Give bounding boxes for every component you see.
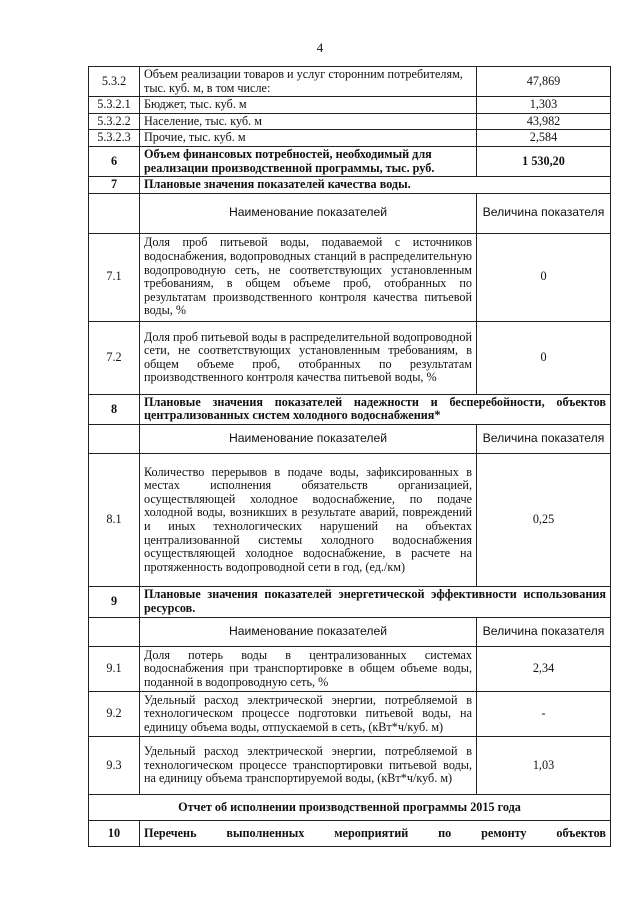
- section-title: Плановые значения показателей качества воды.: [140, 177, 611, 194]
- column-header-name: Наименование показателей: [140, 424, 477, 453]
- column-header-row: [89, 424, 611, 453]
- column-header-value: Величина показателя: [477, 617, 611, 646]
- table-row: [89, 691, 611, 736]
- column-header-name: Наименование показателей: [140, 193, 477, 233]
- production-program-table: [88, 66, 611, 847]
- row-number: 6: [89, 146, 140, 176]
- row-label: Доля потерь воды в централизованных системах водоснабжения при транспортировке в общем объеме воды, поданной в водопроводную сеть, %: [140, 646, 477, 691]
- empty-cell: [89, 193, 140, 233]
- row-number: 5.3.2: [89, 67, 140, 97]
- table-row: [89, 97, 611, 114]
- row-value: 0: [477, 233, 611, 321]
- section-number: 9: [89, 586, 140, 617]
- table-row: [89, 646, 611, 691]
- row-label: Количество перерывов в подаче воды, зафиксированных в местах исполнения обязательств организацией, осуществляющей холодное водоснабжение, по подаче холодной воды, возникших в результате аварий, повреждений и иных технологических нарушений на объектах централизованной системы холодного водоснабжения осуществляющей холодное водоснабжение, в расчете на протяженность водопроводной сети в год, (ед./км): [140, 453, 477, 586]
- section-number: 10: [89, 820, 140, 846]
- report-title: Отчет об исполнении производственной программы 2015 года: [89, 794, 611, 820]
- section-number: 7: [89, 177, 140, 194]
- row-value: 2,34: [477, 646, 611, 691]
- row-value: 2,584: [477, 130, 611, 147]
- row-number: 5.3.2.3: [89, 130, 140, 147]
- report-heading-row: [89, 794, 611, 820]
- page-number: 4: [316, 40, 324, 55]
- row-number: 9.1: [89, 646, 140, 691]
- row-number: 5.3.2.2: [89, 113, 140, 130]
- row-label: Удельный расход электрической энергии, потребляемой в технологическом процессе подготовки питьевой воды, на единицу объема воды, отпускаемой в сеть, (кВт*ч/куб. м): [140, 691, 477, 736]
- table-row: [89, 67, 611, 97]
- row-value: -: [477, 691, 611, 736]
- section-heading-row: [89, 820, 611, 846]
- row-label: Объем финансовых потребностей, необходимый для реализации производственной программы, тыс. руб.: [140, 146, 477, 176]
- row-number: 8.1: [89, 453, 140, 586]
- column-header-value: Величина показателя: [477, 193, 611, 233]
- table-row: [89, 321, 611, 394]
- row-number: 7.2: [89, 321, 140, 394]
- row-label: Объем реализации товаров и услуг сторонним потребителям, тыс. куб. м, в том числе:: [140, 67, 477, 97]
- row-number: 5.3.2.1: [89, 97, 140, 114]
- column-header-row: [89, 617, 611, 646]
- row-label: Удельный расход электрической энергии, потребляемой в технологическом процессе транспортировки питьевой воды, на единицу объема транспортируемой воды, (кВт*ч/куб. м): [140, 736, 477, 794]
- row-label: Доля проб питьевой воды, подаваемой с источников водоснабжения, водопроводных станций в распределительную водопроводную сеть, не соответствующих установленным требованиям, в общем объеме проб, отобранных по результатам производственного контроля качества питьевой воды, %: [140, 233, 477, 321]
- section-title: Плановые значения показателей надежности и бесперебойности, объектов централизованных систем холодного водоснабжения*: [140, 394, 611, 424]
- table-row: [89, 146, 611, 176]
- row-value: 47,869: [477, 67, 611, 97]
- row-label: Прочие, тыс. куб. м: [140, 130, 477, 147]
- section-heading-row: [89, 177, 611, 194]
- section-title: Плановые значения показателей энергетической эффективности использования ресурсов.: [140, 586, 611, 617]
- table-row: [89, 233, 611, 321]
- table-row: [89, 453, 611, 586]
- column-header-row: [89, 193, 611, 233]
- row-value: 43,982: [477, 113, 611, 130]
- row-value: 1 530,20: [477, 146, 611, 176]
- empty-cell: [89, 424, 140, 453]
- table-row: [89, 736, 611, 794]
- empty-cell: [89, 617, 140, 646]
- row-label: Население, тыс. куб. м: [140, 113, 477, 130]
- row-value: 1,03: [477, 736, 611, 794]
- row-number: 9.2: [89, 691, 140, 736]
- row-value: 1,303: [477, 97, 611, 114]
- column-header-value: Величина показателя: [477, 424, 611, 453]
- row-value: 0,25: [477, 453, 611, 586]
- table-row: [89, 113, 611, 130]
- row-number: 7.1: [89, 233, 140, 321]
- row-number: 9.3: [89, 736, 140, 794]
- row-label: Доля проб питьевой воды в распределительной водопроводной сети, не соответствующих установленным требованиям, в общем объеме проб, отобранных по результатам производственного контроля качества питьевой воды, %: [140, 321, 477, 394]
- section-number: 8: [89, 394, 140, 424]
- table-row: [89, 130, 611, 147]
- section-heading-row: [89, 394, 611, 424]
- row-value: 0: [477, 321, 611, 394]
- row-label: Бюджет, тыс. куб. м: [140, 97, 477, 114]
- section-title: Перечень выполненных мероприятий по ремонту объектов: [140, 820, 611, 846]
- section-heading-row: [89, 586, 611, 617]
- column-header-name: Наименование показателей: [140, 617, 477, 646]
